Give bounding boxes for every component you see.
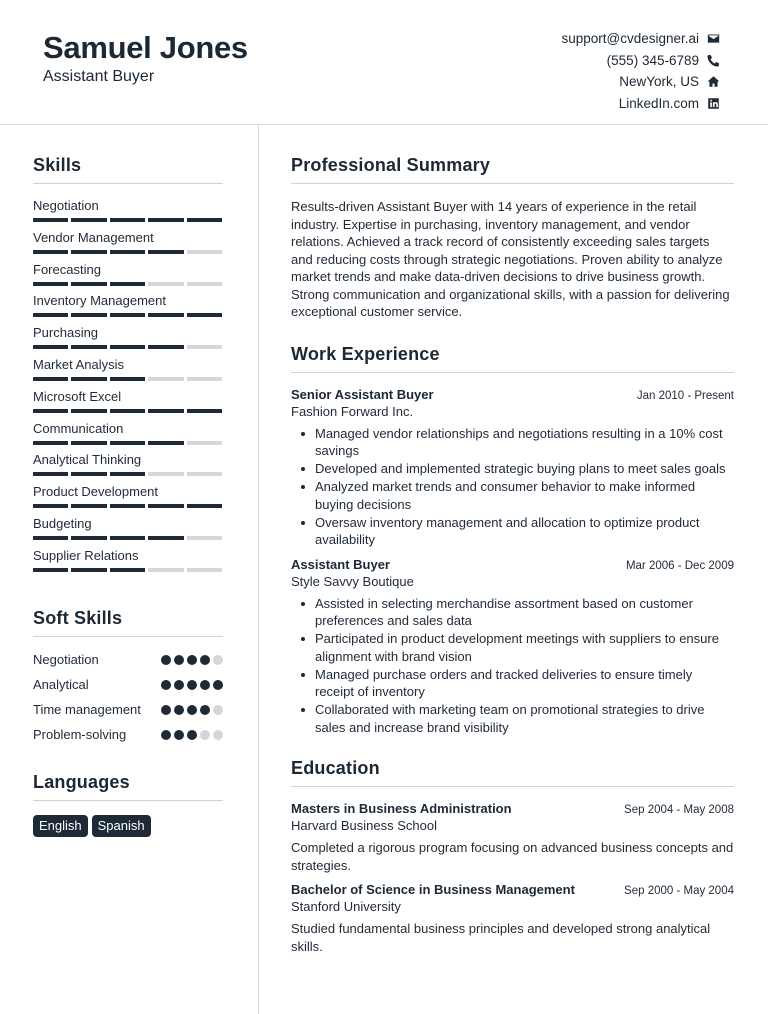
skill-item	[33, 262, 223, 294]
school-name: Harvard Business School	[291, 818, 437, 833]
summary-section	[291, 155, 734, 321]
skill-level-segment	[187, 441, 222, 445]
degree-description: Completed a rigorous program focusing on advanced business concepts and strategies.	[291, 840, 734, 873]
degree-title: Bachelor of Science in Business Management	[291, 882, 575, 897]
right-column	[291, 155, 734, 955]
skill-level-segment	[110, 568, 145, 572]
skill-level-segment	[187, 409, 222, 413]
skill-level-bar	[33, 250, 223, 254]
skill-level-segment	[187, 568, 222, 572]
degree-header	[291, 882, 734, 897]
skill-level-segment	[110, 313, 145, 317]
skill-level-segment	[148, 282, 183, 286]
contact-location[interactable]	[561, 71, 720, 93]
skill-level-segment	[148, 250, 183, 254]
rating-dot	[161, 705, 171, 715]
skill-level-segment	[148, 536, 183, 540]
degree-description: Studied fundamental business principles and developed strong analytical skills.	[291, 921, 711, 954]
job-header	[291, 387, 734, 402]
skill-level-segment	[71, 250, 106, 254]
skill-level-segment	[33, 313, 68, 317]
job-title: Assistant Buyer	[291, 556, 390, 572]
soft-skill-rating	[161, 705, 223, 715]
skill-item	[33, 421, 223, 453]
rating-dot	[174, 730, 184, 740]
skill-level-bar	[33, 218, 223, 222]
soft-skill-rating	[161, 730, 223, 740]
rating-dot	[213, 655, 223, 665]
skill-level-segment	[110, 472, 145, 476]
skill-name: Market Analysis	[33, 356, 125, 372]
contact-phone[interactable]	[561, 50, 720, 72]
skill-level-segment	[33, 409, 68, 413]
contact-list	[561, 28, 720, 114]
soft-skill-rating	[161, 655, 223, 665]
skill-level-segment	[33, 345, 68, 349]
skill-level-bar	[33, 472, 223, 476]
contact-email[interactable]	[561, 28, 720, 50]
skills-heading: Skills	[33, 155, 223, 184]
skill-item	[33, 325, 223, 357]
job-header	[291, 557, 734, 572]
language-tag: Spanish	[92, 815, 151, 837]
soft-skill-rating	[161, 680, 223, 690]
skill-level-segment	[110, 504, 145, 508]
job-bullet: Assisted in selecting merchandise assortment based on customer preferences and sales data	[315, 595, 734, 630]
skill-name: Negotiation	[33, 198, 99, 213]
skill-level-segment	[148, 504, 183, 508]
soft-skill-name: Time management	[33, 701, 141, 717]
rating-dot	[161, 655, 171, 665]
skill-name: Forecasting	[33, 261, 101, 277]
skill-level-segment	[33, 250, 68, 254]
skill-level-segment	[110, 250, 145, 254]
skill-level-bar	[33, 536, 223, 540]
contact-location-text: NewYork, US	[619, 74, 699, 90]
skill-level-bar	[33, 313, 223, 317]
skill-level-segment	[110, 409, 145, 413]
rating-dot	[213, 705, 223, 715]
rating-dot	[187, 680, 197, 690]
languages-section	[33, 772, 223, 837]
rating-dot	[187, 705, 197, 715]
job-entry	[291, 557, 734, 737]
skill-level-segment	[187, 282, 222, 286]
contact-email-text: support@cvdesigner.ai	[561, 31, 699, 47]
skill-level-segment	[148, 409, 183, 413]
skill-item	[33, 484, 223, 516]
rating-dot	[200, 655, 210, 665]
skill-item	[33, 230, 223, 262]
skill-name: Budgeting	[33, 515, 92, 531]
skill-level-segment	[33, 568, 68, 572]
rating-dot	[187, 655, 197, 665]
job-list	[291, 387, 734, 737]
skill-level-segment	[187, 218, 222, 222]
school-name: Stanford University	[291, 899, 401, 914]
skill-name: Inventory Management	[33, 293, 166, 309]
soft-skill-item	[33, 676, 223, 694]
job-bullet: Participated in product development meetings with suppliers to ensure alignment with brand vision	[315, 630, 734, 665]
skills-list	[33, 198, 223, 580]
skill-item	[33, 293, 223, 325]
job-entry	[291, 387, 734, 549]
soft-skill-item	[33, 726, 223, 744]
soft-skills-heading: Soft Skills	[33, 608, 223, 637]
skill-level-segment	[148, 377, 183, 381]
skill-name: Purchasing	[33, 325, 99, 341]
skill-level-bar	[33, 377, 223, 381]
job-bullet: Analyzed market trends and consumer behavior to make informed buying decisions	[315, 478, 734, 513]
job-dates: Mar 2006 - Dec 2009	[625, 559, 734, 572]
skill-level-segment	[71, 345, 106, 349]
skill-level-segment	[148, 441, 183, 445]
summary-text: Results-driven Assistant Buyer with 14 years of experience in the retail industry. Expertise in purchasing, inventory management, and vendor relations. Achieved a track record of consistently exceeding sales targets and reducing costs through strategic negotiations. Proven ability to analyze market trends and make data-driven decisions to drive business growth. Strong communication and organizational skills, with a passion for delivering exceptional customer service.	[291, 199, 730, 319]
skill-level-segment	[187, 504, 222, 508]
skill-item	[33, 389, 223, 421]
job-company: Style Savvy Boutique	[291, 573, 414, 589]
degree-title: Masters in Business Administration	[291, 801, 512, 816]
skill-level-segment	[148, 218, 183, 222]
linkedin-icon	[706, 96, 720, 110]
skill-level-segment	[187, 377, 222, 381]
skill-level-segment	[71, 409, 106, 413]
skill-level-segment	[71, 313, 106, 317]
skill-level-segment	[71, 282, 106, 286]
rating-dot	[213, 730, 223, 740]
languages-heading: Languages	[33, 772, 223, 801]
work-section	[291, 344, 734, 737]
contact-linkedin-text: LinkedIn.com	[618, 95, 699, 111]
rating-dot	[200, 680, 210, 690]
job-bullet: Managed purchase orders and tracked deliveries to ensure timely receipt of inventory	[315, 666, 734, 701]
degree-entry	[291, 801, 734, 874]
soft-skills-section	[33, 608, 223, 744]
rating-dot	[161, 730, 171, 740]
resume-header	[0, 0, 768, 125]
work-heading: Work Experience	[291, 344, 734, 373]
skill-name: Product Development	[33, 484, 159, 500]
contact-phone-text: (555) 345-6789	[606, 52, 699, 68]
languages-list	[33, 815, 223, 837]
skill-level-segment	[71, 472, 106, 476]
soft-skill-name: Negotiation	[33, 651, 99, 667]
skill-level-segment	[71, 504, 106, 508]
rating-dot	[174, 680, 184, 690]
skill-level-bar	[33, 345, 223, 349]
column-divider	[258, 125, 259, 1014]
rating-dot	[161, 680, 171, 690]
soft-skill-name: Analytical	[33, 676, 89, 692]
degree-entry	[291, 882, 734, 955]
home-icon	[706, 75, 720, 89]
skill-level-segment	[110, 282, 145, 286]
education-heading: Education	[291, 758, 734, 787]
job-bullet: Oversaw inventory management and allocation to optimize product availability	[315, 514, 734, 549]
rating-dot	[200, 705, 210, 715]
skill-item	[33, 357, 223, 389]
skill-level-segment	[110, 345, 145, 349]
skill-level-segment	[71, 218, 106, 222]
candidate-name: Samuel Jones	[43, 30, 248, 65]
rating-dot	[174, 705, 184, 715]
degree-header	[291, 801, 734, 816]
soft-skill-item	[33, 701, 223, 719]
skill-level-segment	[148, 472, 183, 476]
language-tag: English	[33, 815, 88, 837]
education-section	[291, 758, 734, 955]
skill-level-bar	[33, 504, 223, 508]
job-dates: Jan 2010 - Present	[636, 389, 734, 402]
skill-item	[33, 548, 223, 580]
soft-skill-item	[33, 651, 223, 669]
job-company: Fashion Forward Inc.	[291, 403, 414, 419]
job-bullet: Collaborated with marketing team on promotional strategies to drive sales and increase brand visibility	[315, 701, 734, 736]
skill-name: Analytical Thinking	[33, 452, 142, 468]
summary-heading: Professional Summary	[291, 155, 734, 184]
skill-level-segment	[110, 218, 145, 222]
skill-level-segment	[33, 282, 68, 286]
left-column	[33, 155, 223, 837]
skill-item	[33, 452, 223, 484]
phone-icon	[706, 53, 720, 67]
skill-level-segment	[71, 441, 106, 445]
skill-name: Vendor Management	[33, 229, 154, 245]
skill-name: Communication	[33, 420, 124, 436]
rating-dot	[187, 730, 197, 740]
skill-level-segment	[33, 218, 68, 222]
job-bullet: Developed and implemented strategic buying plans to meet sales goals	[315, 460, 734, 478]
skill-level-segment	[187, 345, 222, 349]
degree-list	[291, 801, 734, 955]
soft-skill-name: Problem-solving	[33, 726, 127, 742]
job-bullets	[291, 595, 734, 737]
skill-level-segment	[110, 441, 145, 445]
rating-dot	[174, 655, 184, 665]
rating-dot	[200, 730, 210, 740]
skill-level-segment	[33, 472, 68, 476]
skill-level-segment	[71, 377, 106, 381]
degree-dates: Sep 2000 - May 2004	[624, 885, 734, 897]
skill-level-segment	[187, 250, 222, 254]
contact-linkedin[interactable]	[561, 93, 720, 115]
job-title: Senior Assistant Buyer	[291, 386, 434, 402]
skill-level-segment	[187, 536, 222, 540]
candidate-title: Assistant Buyer	[43, 68, 155, 85]
skill-level-segment	[33, 377, 68, 381]
skill-name: Supplier Relations	[33, 547, 139, 563]
envelope-icon	[706, 32, 720, 46]
skill-level-bar	[33, 441, 223, 445]
skill-name: Microsoft Excel	[33, 388, 122, 404]
skill-level-segment	[148, 313, 183, 317]
skill-level-segment	[187, 472, 222, 476]
skill-level-bar	[33, 282, 223, 286]
job-bullet: Managed vendor relationships and negotiations resulting in a 10% cost savings	[315, 425, 734, 460]
skill-item	[33, 516, 223, 548]
skill-level-segment	[33, 536, 68, 540]
skill-level-bar	[33, 409, 223, 413]
soft-skills-list	[33, 651, 223, 744]
skill-level-bar	[33, 568, 223, 572]
skill-item	[33, 198, 223, 230]
skill-level-segment	[33, 504, 68, 508]
skill-level-segment	[187, 313, 222, 317]
job-bullets	[291, 425, 734, 549]
skill-level-segment	[110, 377, 145, 381]
skill-level-segment	[33, 441, 68, 445]
skill-level-segment	[71, 536, 106, 540]
skill-level-segment	[148, 345, 183, 349]
skill-level-segment	[71, 568, 106, 572]
degree-dates: Sep 2004 - May 2008	[624, 804, 734, 816]
rating-dot	[213, 680, 223, 690]
skill-level-segment	[148, 568, 183, 572]
skill-level-segment	[110, 536, 145, 540]
